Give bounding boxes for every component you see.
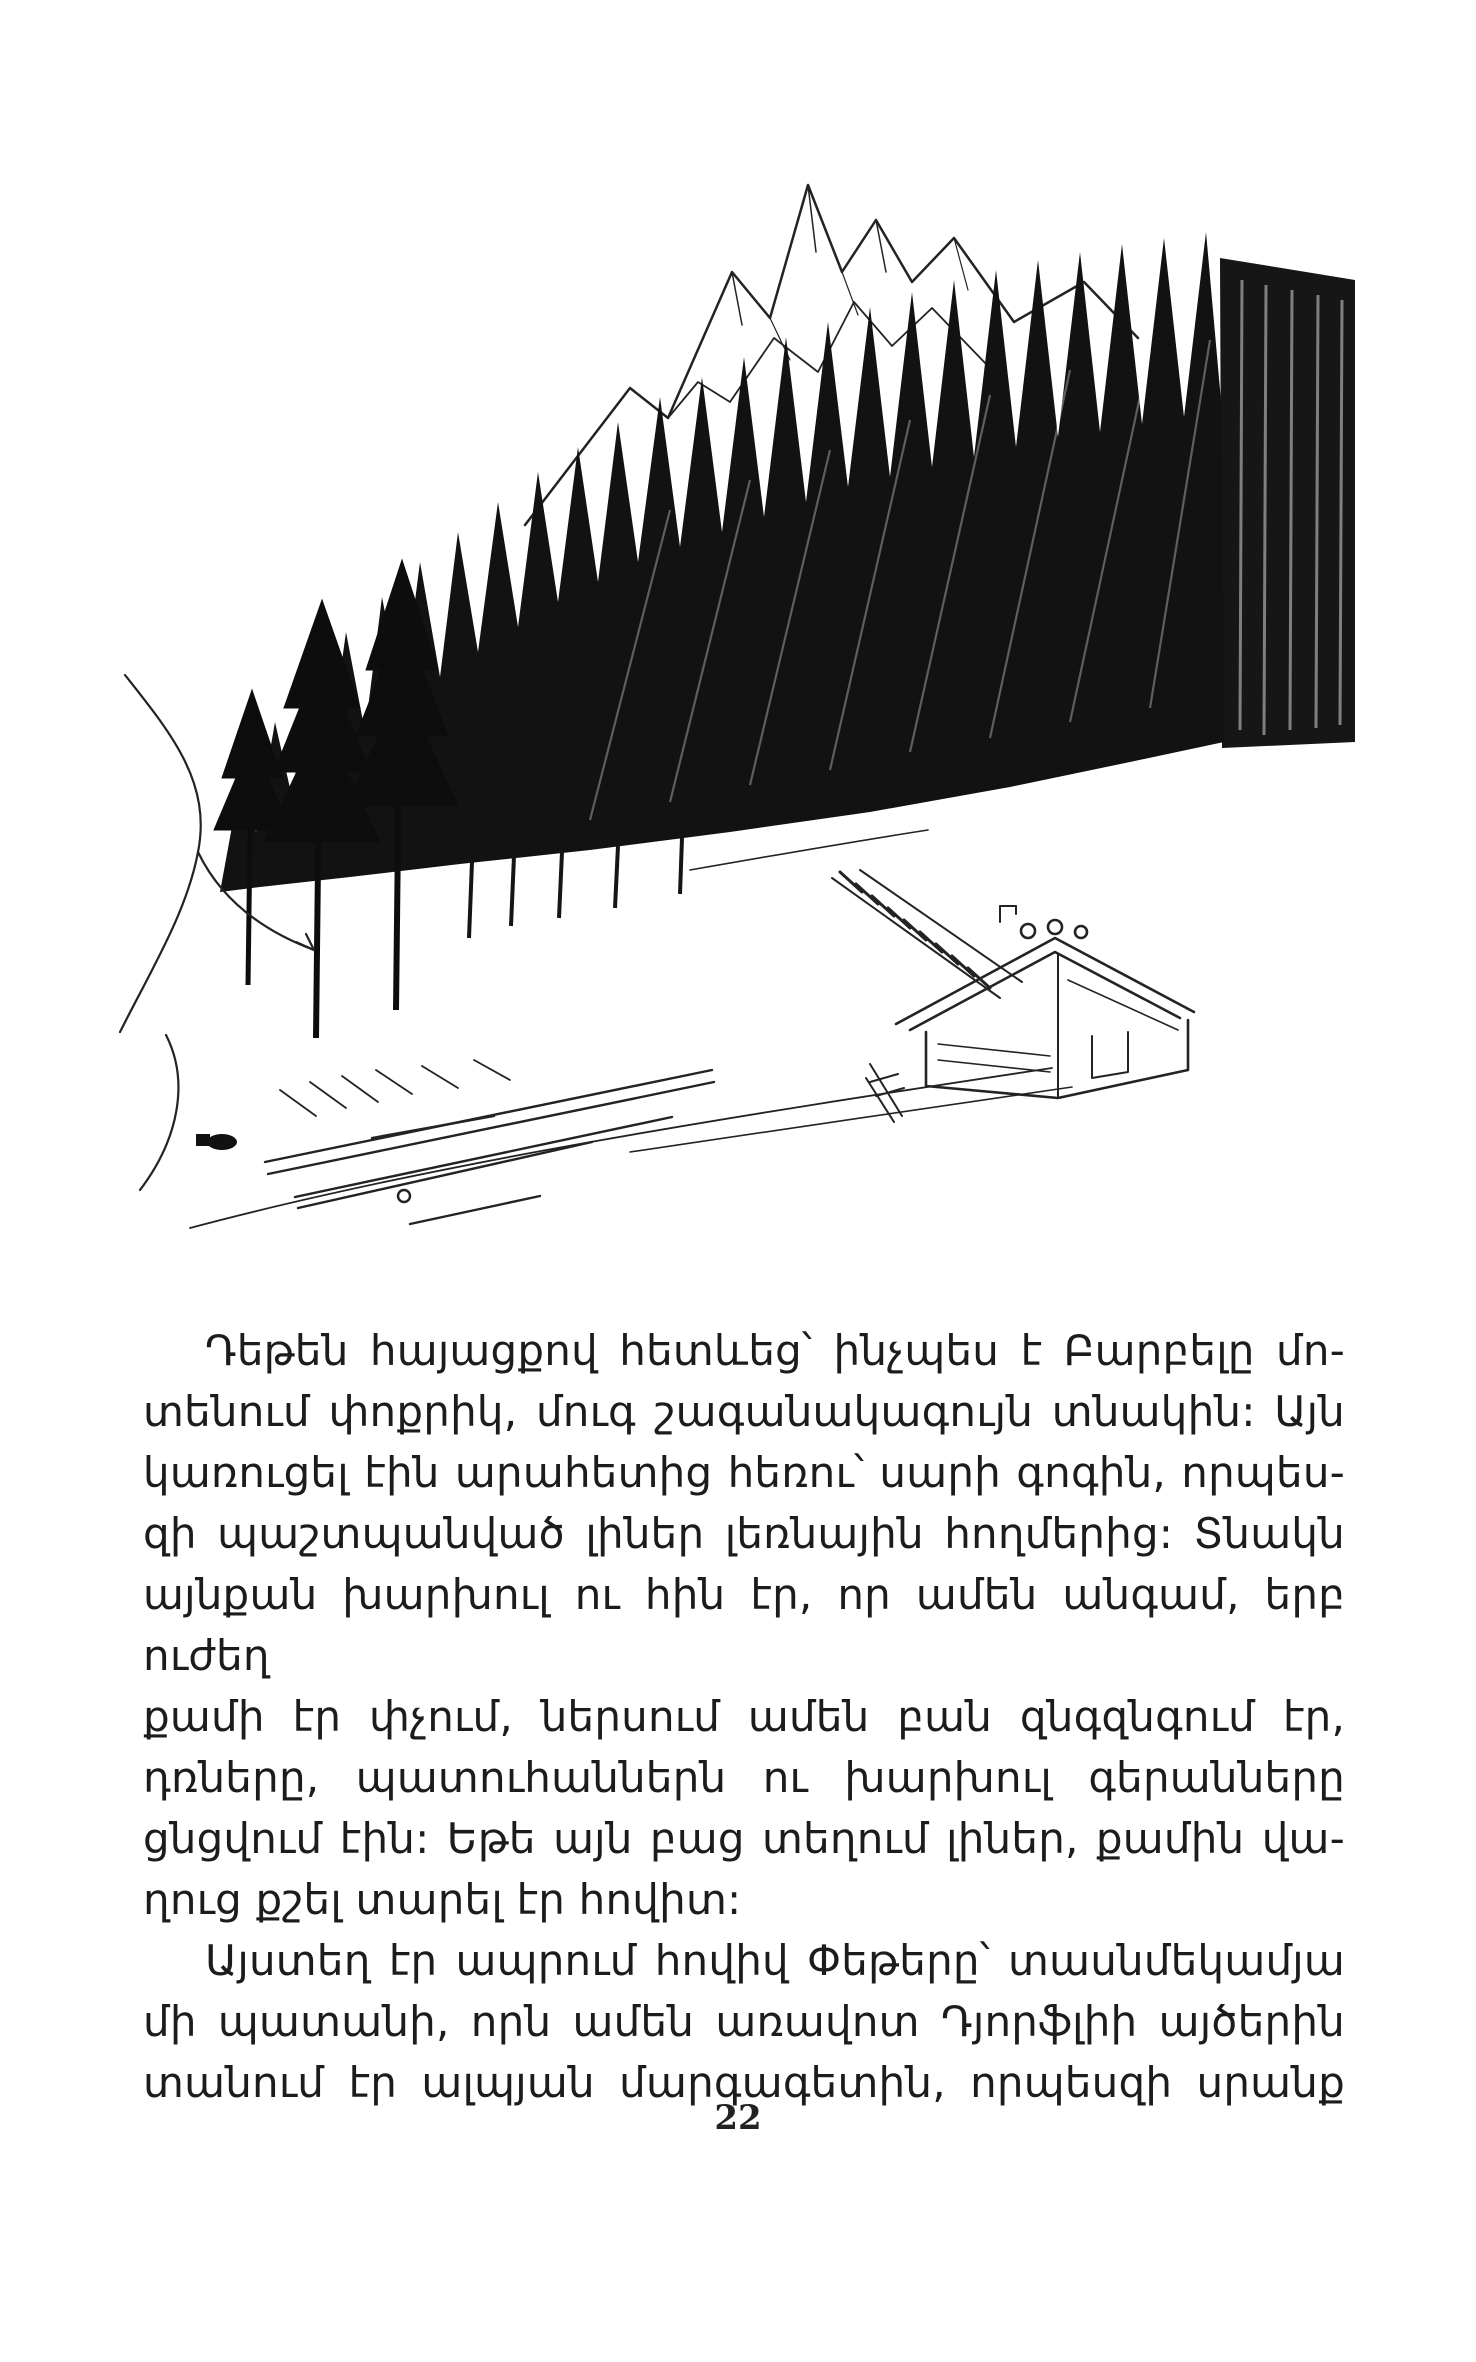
text-line: դռները, պատուհաններն ու խարխուլ գերանները xyxy=(143,1753,1345,1802)
text-line: այնքան խարխուլ ու հին էր, որ ամեն անգամ, երբ ուժեղ xyxy=(143,1570,1345,1680)
book-illustration xyxy=(70,130,1390,1270)
text-line: տանում էր ալպյան մարգագետին, որպեսզի սրանք xyxy=(143,2058,1345,2107)
body-text xyxy=(143,1320,1345,2113)
text-line: մի պատանի, որն ամեն առավոտ Դյորֆլիի այծերին xyxy=(143,1997,1345,2046)
text-line: տենում փոքրիկ, մուգ շագանակագույն տնակին: Այն xyxy=(143,1387,1345,1436)
page-number: 22 xyxy=(714,2098,762,2138)
shaded-tree-wall xyxy=(1220,258,1355,748)
stepped-path xyxy=(832,870,1022,998)
text-line: կառուցել էին արահետից հեռու՝ սարի գոգին, որպես- xyxy=(143,1448,1345,1497)
text-line: քամի էր փչում, ներսում ամեն բան զնգզնգում էր, xyxy=(143,1692,1345,1741)
fir-forest xyxy=(214,232,1224,1038)
text-line: ցնցվում էին: Եթե այն բաց տեղում լիներ, քամին վա- xyxy=(143,1814,1345,1863)
text-line: ղուց քշել տարել էր հովիտ: xyxy=(143,1875,742,1924)
foreground-logs xyxy=(190,830,1072,1228)
text-line: զի պաշտպանված լիներ լեռնային հողմերից: Տնակն xyxy=(143,1509,1345,1558)
text-line: Այստեղ էր ապրում հովիվ Փեթերը՝ տասնմեկամյա xyxy=(205,1936,1345,1985)
text-line: Դեթեն հայացքով հետևեց՝ ինչպես է Բարբելը մո- xyxy=(205,1326,1345,1375)
